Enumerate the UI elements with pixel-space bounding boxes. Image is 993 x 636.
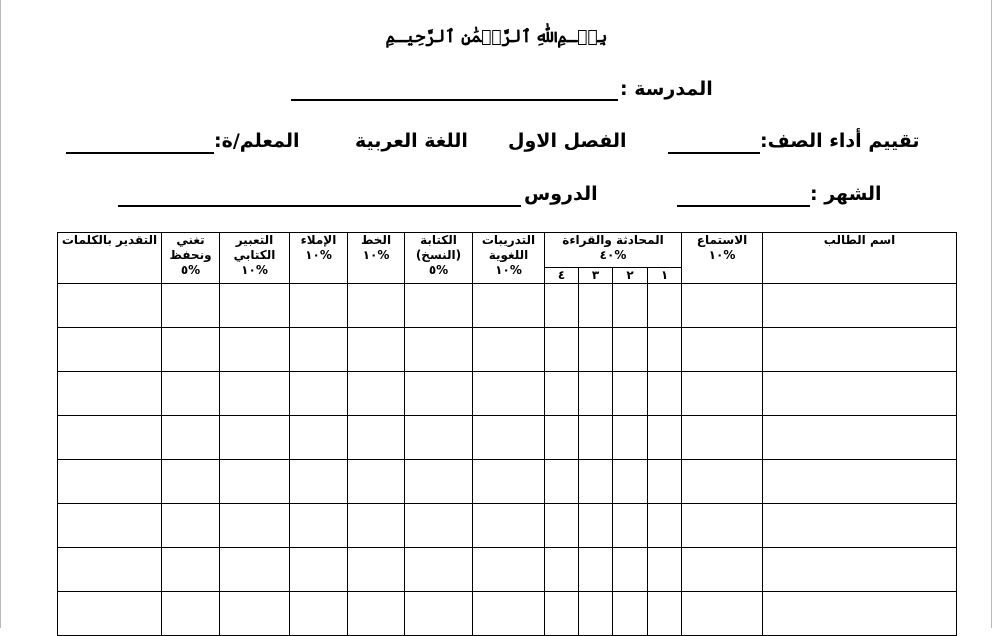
col-listening: الاستماع ١٠% — [682, 233, 763, 284]
table-row — [58, 328, 957, 372]
table-cell[interactable] — [348, 592, 405, 636]
month-label: الشهر : — [810, 183, 882, 205]
speaking-sub-3: ٣ — [579, 268, 613, 284]
table-cell[interactable] — [290, 328, 348, 372]
table-cell[interactable] — [405, 372, 473, 416]
table-cell[interactable] — [220, 592, 290, 636]
table-cell[interactable] — [405, 284, 473, 328]
col-exercises: التدريبات اللغوية ١٠% — [473, 233, 545, 284]
table-cell[interactable] — [220, 328, 290, 372]
table-cell[interactable] — [405, 504, 473, 548]
table-cell[interactable] — [545, 504, 579, 548]
table-cell[interactable] — [162, 504, 220, 548]
lessons-label: الدروس — [524, 183, 598, 205]
table-cell[interactable] — [545, 284, 579, 328]
speaking-sub-4: ٤ — [545, 268, 579, 284]
table-cell[interactable] — [405, 328, 473, 372]
table-cell[interactable] — [473, 548, 545, 592]
table-cell[interactable] — [763, 416, 957, 460]
table-cell[interactable] — [682, 328, 763, 372]
table-cell[interactable] — [220, 372, 290, 416]
table-cell[interactable] — [613, 416, 648, 460]
table-cell[interactable] — [579, 284, 613, 328]
table-cell[interactable] — [348, 460, 405, 504]
table-cell[interactable] — [162, 592, 220, 636]
table-cell[interactable] — [682, 416, 763, 460]
table-row — [58, 592, 957, 636]
basmala: بِسۡـمِ‌اللّٰهِ ٱلرَّحۡمَٰنِ ٱلرَّحِيـمِ — [385, 27, 608, 47]
table-cell[interactable] — [473, 372, 545, 416]
speaking-sub-2: ٢ — [613, 268, 648, 284]
table-cell[interactable] — [473, 592, 545, 636]
table-cell[interactable] — [682, 284, 763, 328]
col-singing: تغني ونحفظ ٥% — [162, 233, 220, 284]
table-cell[interactable] — [58, 548, 162, 592]
subject-label: اللغة العربية — [355, 130, 468, 152]
table-cell[interactable] — [162, 548, 220, 592]
table-cell[interactable] — [473, 460, 545, 504]
table-cell[interactable] — [290, 592, 348, 636]
col-student-name: اسم الطالب — [763, 233, 957, 284]
table-cell[interactable] — [648, 328, 682, 372]
table-cell[interactable] — [220, 504, 290, 548]
table-cell[interactable] — [162, 284, 220, 328]
table-cell[interactable] — [348, 284, 405, 328]
table-cell[interactable] — [58, 284, 162, 328]
table-cell[interactable] — [648, 416, 682, 460]
semester-label: الفصل الاول — [508, 130, 627, 152]
table-cell[interactable] — [648, 592, 682, 636]
table-cell[interactable] — [648, 504, 682, 548]
table-cell[interactable] — [473, 504, 545, 548]
speaking-sub-1: ١ — [648, 268, 682, 284]
table-cell[interactable] — [613, 328, 648, 372]
table-cell[interactable] — [682, 460, 763, 504]
table-cell[interactable] — [290, 460, 348, 504]
col-composition: التعبير الكتابي ١٠% — [220, 233, 290, 284]
table-cell[interactable] — [58, 460, 162, 504]
table-cell[interactable] — [545, 592, 579, 636]
table-cell[interactable] — [58, 504, 162, 548]
month-field[interactable] — [677, 205, 810, 207]
col-grade-words: التقدير بالكلمات — [58, 233, 162, 284]
table-cell[interactable] — [162, 328, 220, 372]
table-cell[interactable] — [682, 372, 763, 416]
table-cell[interactable] — [220, 460, 290, 504]
table-cell[interactable] — [473, 416, 545, 460]
table-cell[interactable] — [290, 548, 348, 592]
table-cell[interactable] — [613, 504, 648, 548]
table-cell[interactable] — [290, 416, 348, 460]
table-cell[interactable] — [58, 416, 162, 460]
table-row — [58, 460, 957, 504]
table-cell[interactable] — [162, 460, 220, 504]
table-cell[interactable] — [348, 504, 405, 548]
table-cell[interactable] — [58, 372, 162, 416]
table-cell[interactable] — [545, 460, 579, 504]
table-cell[interactable] — [473, 284, 545, 328]
table-cell[interactable] — [405, 548, 473, 592]
table-row — [58, 548, 957, 592]
table-cell[interactable] — [405, 592, 473, 636]
table-cell[interactable] — [579, 372, 613, 416]
table-cell[interactable] — [162, 372, 220, 416]
table-cell[interactable] — [405, 460, 473, 504]
table-cell[interactable] — [220, 284, 290, 328]
table-cell[interactable] — [579, 328, 613, 372]
col-copying: الكتابة (النسخ) ٥% — [405, 233, 473, 284]
table-cell[interactable] — [763, 548, 957, 592]
table-cell[interactable] — [613, 460, 648, 504]
class-label: تقييم أداء الصف: — [760, 130, 920, 152]
table-cell[interactable] — [348, 548, 405, 592]
table-cell[interactable] — [473, 328, 545, 372]
table-cell[interactable] — [648, 284, 682, 328]
table-cell[interactable] — [682, 504, 763, 548]
table-cell[interactable] — [405, 416, 473, 460]
table-cell[interactable] — [545, 548, 579, 592]
table-cell[interactable] — [290, 284, 348, 328]
school-field[interactable] — [291, 99, 618, 101]
table-cell[interactable] — [220, 416, 290, 460]
col-dictation: الإملاء ١٠% — [290, 233, 348, 284]
table-cell[interactable] — [162, 416, 220, 460]
table-cell[interactable] — [613, 548, 648, 592]
table-cell[interactable] — [348, 372, 405, 416]
table-cell[interactable] — [58, 592, 162, 636]
table-cell[interactable] — [579, 416, 613, 460]
school-label: المدرسة : — [620, 78, 713, 100]
table-cell[interactable] — [545, 372, 579, 416]
table-cell[interactable] — [648, 460, 682, 504]
table-cell[interactable] — [579, 592, 613, 636]
table-row — [58, 372, 957, 416]
table-cell[interactable] — [613, 372, 648, 416]
table-cell[interactable] — [682, 548, 763, 592]
table-cell[interactable] — [763, 284, 957, 328]
table-cell[interactable] — [763, 504, 957, 548]
table-cell[interactable] — [348, 328, 405, 372]
table-row — [58, 416, 957, 460]
teacher-field[interactable] — [66, 152, 214, 154]
table-cell[interactable] — [58, 328, 162, 372]
table-cell[interactable] — [648, 548, 682, 592]
table-cell[interactable] — [290, 504, 348, 548]
table-cell[interactable] — [763, 592, 957, 636]
lessons-field[interactable] — [118, 205, 521, 207]
table-cell[interactable] — [613, 284, 648, 328]
table-cell[interactable] — [545, 416, 579, 460]
table-cell[interactable] — [579, 548, 613, 592]
table-cell[interactable] — [579, 460, 613, 504]
table-cell[interactable] — [579, 504, 613, 548]
class-field[interactable] — [668, 152, 760, 154]
teacher-label: المعلم/ة: — [214, 130, 300, 152]
table-cell[interactable] — [763, 460, 957, 504]
table-cell[interactable] — [220, 548, 290, 592]
table-row — [58, 284, 957, 328]
assessment-table — [57, 232, 957, 636]
table-cell[interactable] — [545, 328, 579, 372]
table-cell[interactable] — [348, 416, 405, 460]
col-handwriting: الخط ١٠% — [348, 233, 405, 284]
table-cell[interactable] — [682, 592, 763, 636]
table-cell[interactable] — [763, 328, 957, 372]
table-cell[interactable] — [613, 592, 648, 636]
table-cell[interactable] — [290, 372, 348, 416]
table-cell[interactable] — [648, 372, 682, 416]
table-cell[interactable] — [763, 372, 957, 416]
table-row — [58, 504, 957, 548]
col-speaking-reading: المحادثة والقراءة ٤٠% — [545, 233, 682, 268]
